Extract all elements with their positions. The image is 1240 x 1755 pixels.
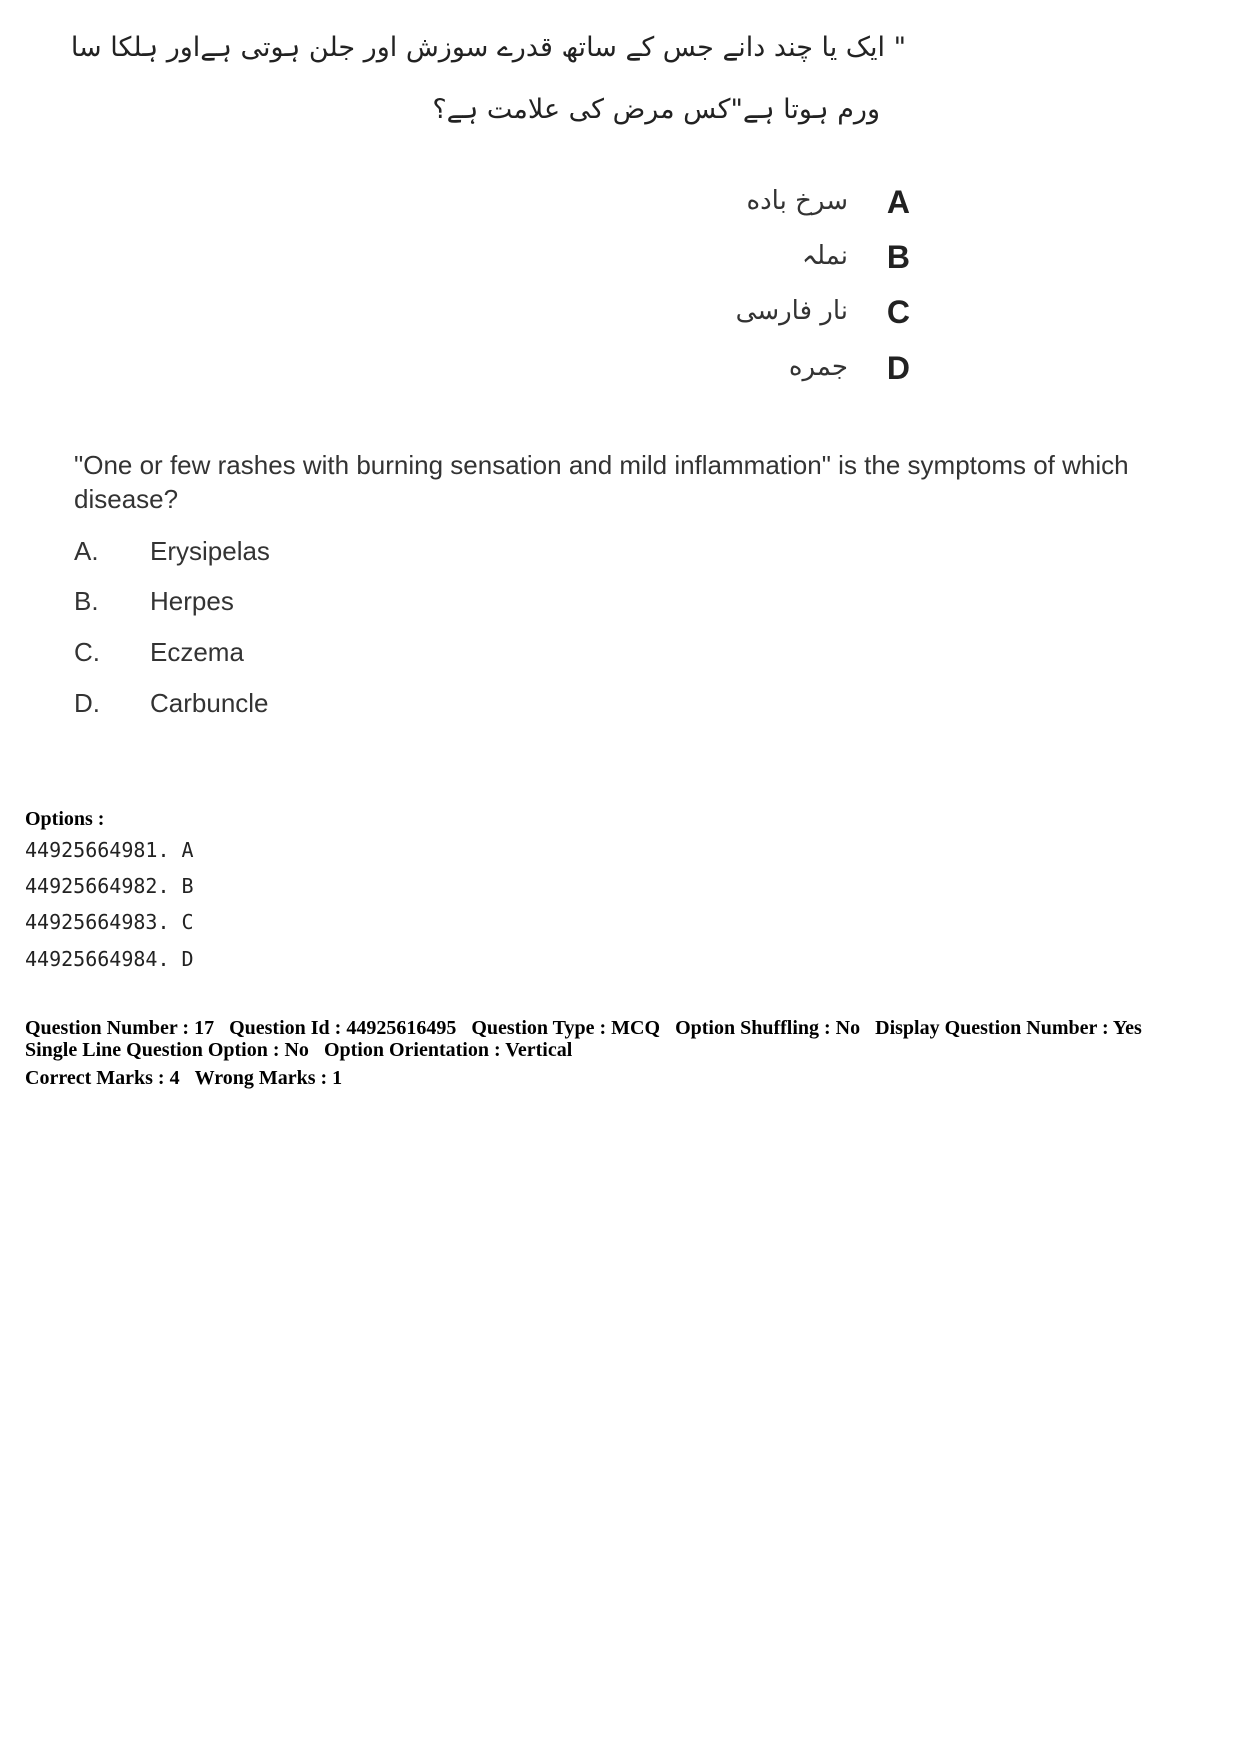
options-heading: Options : <box>25 808 105 830</box>
wrong-marks: Wrong Marks : 1 <box>194 1067 343 1089</box>
question-type: Question Type : MCQ <box>471 1017 661 1039</box>
english-option-text: Carbuncle <box>150 688 269 718</box>
urdu-option-d <box>600 350 910 396</box>
urdu-question-line-1: " ایک یا چند دانے جس کے ساتھ قدرے سوزش اور جلن ہوتی ہےاور ہلکا سا <box>70 32 906 63</box>
urdu-option-a <box>600 184 910 230</box>
urdu-option-text: سرخ باده <box>746 186 848 216</box>
urdu-option-letter: D <box>886 350 910 386</box>
question-number: Question Number : 17 <box>25 1017 215 1039</box>
urdu-option-letter: A <box>886 184 910 220</box>
question-meta-line-1 <box>25 1017 1225 1039</box>
english-option-text: Erysipelas <box>150 536 270 566</box>
english-question: "One or few rashes with burning sensation and mild inflammation" is the symptoms of which disease? <box>74 450 1129 514</box>
english-option-text: Eczema <box>150 637 244 667</box>
urdu-option-text: جمره <box>788 352 848 382</box>
urdu-option-letter: B <box>886 239 910 275</box>
urdu-question-line-2: ورم ہوتا ہے"کس مرض کی علامت ہے؟ <box>432 94 880 125</box>
correct-marks: Correct Marks : 4 <box>25 1067 180 1089</box>
question-meta-line-2 <box>25 1039 1225 1061</box>
option-id-b: 44925664982. B <box>25 874 194 898</box>
english-option-letter: D. <box>74 688 100 718</box>
urdu-option-c <box>600 294 910 340</box>
question-meta-line-3 <box>25 1067 1225 1089</box>
urdu-option-letter: C <box>886 294 910 330</box>
option-shuffling: Option Shuffling : No <box>675 1017 861 1039</box>
option-id-c: 44925664983. C <box>25 910 194 934</box>
english-option-text: Herpes <box>150 586 234 616</box>
urdu-option-text: نار فارسی <box>735 296 848 326</box>
single-line-question-option: Single Line Question Option : No <box>25 1039 309 1061</box>
english-option-letter: A. <box>74 536 99 566</box>
urdu-option-text: نملہ <box>801 241 848 271</box>
urdu-option-b <box>600 239 910 285</box>
display-question-number: Display Question Number : Yes <box>875 1017 1142 1039</box>
option-id-a: 44925664981. A <box>25 838 194 862</box>
question-id: Question Id : 44925616495 <box>229 1017 457 1039</box>
english-option-letter: C. <box>74 637 100 667</box>
option-id-d: 44925664984. D <box>25 947 194 971</box>
option-orientation: Option Orientation : Vertical <box>323 1039 573 1061</box>
english-option-letter: B. <box>74 586 99 616</box>
